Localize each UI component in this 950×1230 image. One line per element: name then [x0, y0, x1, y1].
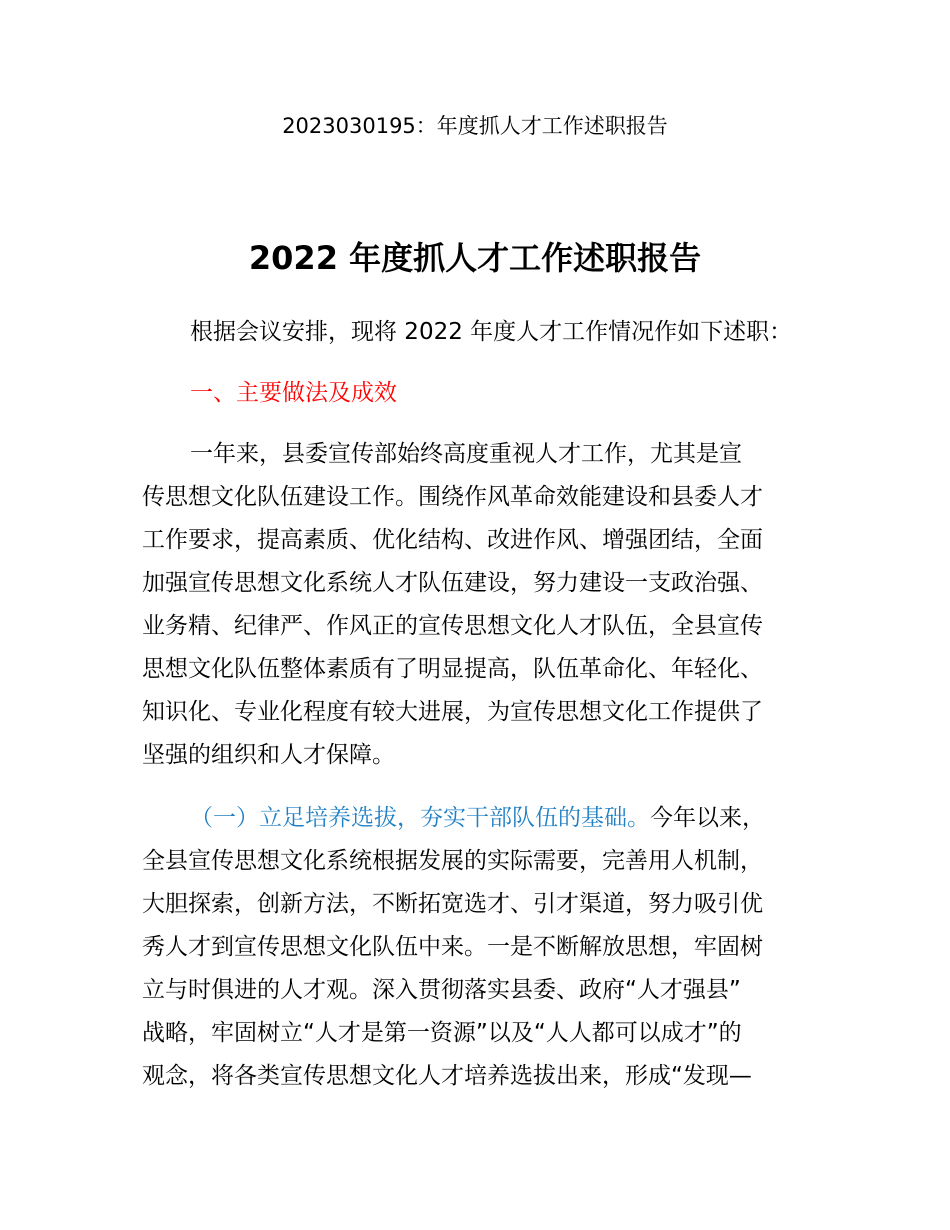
paragraph-line: 业务精、纪律严、作风正的宣传思想文化人才队伍，全县宣传	[142, 613, 763, 639]
intro-paragraph: 根据会议安排，现将 2022 年度人才工作情况作如下述职：	[190, 319, 793, 345]
paragraph-line: 战略，牢固树立“人才是第一资源”以及“人人都可以成才”的	[142, 1020, 742, 1046]
section-heading: 一、主要做法及成效	[190, 380, 397, 406]
paragraph-line: 知识化、专业化程度有较大进展，为宣传思想文化工作提供了	[142, 699, 763, 725]
paragraph-line: 大胆探索，创新方法，不断拓宽选才、引才渠道，努力吸引优	[142, 891, 763, 917]
paragraph-line: 工作要求，提高素质、优化结构、改进作风、增强团结，全面	[142, 527, 763, 553]
subsection-first-line	[190, 802, 765, 834]
paragraph-line: 立与时俱进的人才观。深入贯彻落实县委、政府“人才强县”	[142, 977, 741, 1003]
paragraph-line: 一年来，县委宣传部始终高度重视人才工作，尤其是宣	[190, 441, 742, 467]
paragraph-line: 秀人才到宣传思想文化队伍中来。一是不断解放思想，牢固树	[142, 934, 763, 960]
paragraph-line: 思想文化队伍整体素质有了明显提高，队伍革命化、年轻化、	[142, 656, 763, 682]
subsection-heading: （一）立足培养选拔，夯实干部队伍的基础。	[190, 805, 650, 831]
paragraph-line: 全县宣传思想文化系统根据发展的实际需要，完善用人机制，	[142, 848, 763, 874]
paragraph-line: 传思想文化队伍建设工作。围绕作风革命效能建设和县委人才	[142, 484, 763, 510]
document-header: 2023030195：年度抓人才工作述职报告	[282, 114, 668, 138]
paragraph-line: 观念，将各类宣传思想文化人才培养选拔出来，形成“发现—	[142, 1063, 752, 1089]
subsection-first-line-rest: 今年以来，	[650, 805, 765, 831]
document-title: 2022 年度抓人才工作述职报告	[248, 239, 702, 277]
paragraph-line: 坚强的组织和人才保障。	[142, 742, 395, 768]
paragraph-line: 加强宣传思想文化系统人才队伍建设，努力建设一支政治强、	[142, 570, 763, 596]
